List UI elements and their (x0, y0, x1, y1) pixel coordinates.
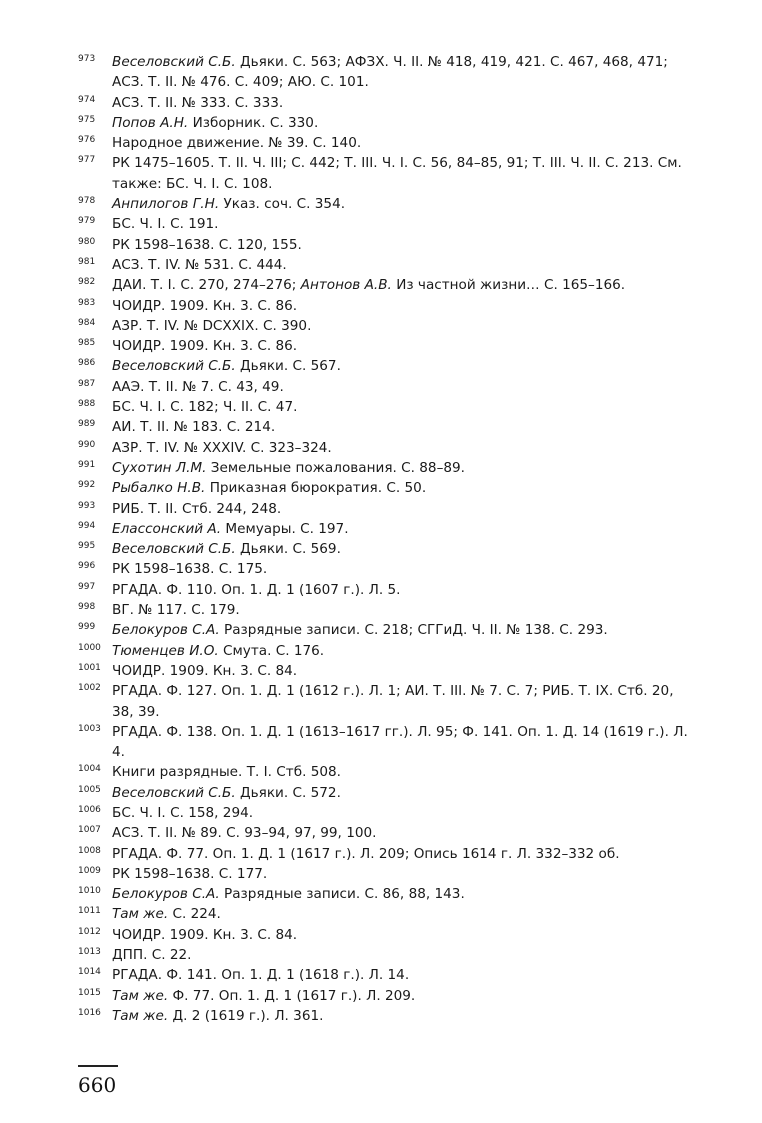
footnote-text (112, 724, 688, 760)
footnote-number: 1010 (78, 886, 101, 897)
footnote-reference: Разрядные записи. С. 218; СГГиД. Ч. II. № 138. С. 293. (219, 622, 608, 639)
footnote-text (112, 1008, 323, 1024)
footnote (78, 1006, 690, 1026)
footnote-text (112, 927, 297, 943)
footnote-number: 995 (78, 541, 96, 552)
footnote (78, 722, 690, 763)
footnote (78, 356, 690, 376)
footnote-text (112, 805, 253, 821)
footnote-number: 984 (78, 317, 96, 328)
footnote-number: 983 (78, 297, 96, 308)
footnote (78, 194, 690, 214)
footnote (78, 214, 690, 234)
footnote-text (112, 967, 409, 983)
footnote-number: 999 (78, 622, 96, 633)
footnote-author: Веселовский С.Б. (112, 541, 236, 558)
footnote (78, 458, 690, 478)
footnote-number: 981 (78, 256, 96, 267)
footnote-text (112, 480, 426, 496)
footnote-number: 985 (78, 338, 96, 349)
footnote-number: 994 (78, 520, 96, 531)
footnote-number: 1005 (78, 784, 101, 795)
footnote-reference: БС. Ч. I. С. 182; Ч. II. С. 47. (112, 399, 298, 416)
footnote-text (112, 95, 283, 111)
footnote-reference: БС. Ч. I. С. 191. (112, 216, 219, 233)
footnote-text (112, 825, 376, 841)
footnote-number: 1007 (78, 825, 101, 836)
footnote-reference: Ф. 77. Оп. 1. Д. 1 (1617 г.). Л. 209. (168, 987, 416, 1004)
footnote-reference: ЧОИДР. 1909. Кн. 3. С. 86. (112, 338, 298, 355)
footnote-number: 982 (78, 277, 96, 288)
footnote-number: 996 (78, 561, 96, 572)
footnote-number: 1014 (78, 967, 101, 978)
footnote-number: 977 (78, 155, 96, 166)
footnote (78, 844, 690, 864)
footnote-author: Там же. (112, 906, 169, 923)
footnote-number: 1013 (78, 947, 101, 958)
footnote-author: Тюменцев И.О. (112, 642, 219, 659)
footnote (78, 438, 690, 458)
footnote-reference: Дьяки. С. 569. (235, 541, 341, 558)
footnote-reference: АЗР. Т. IV. № DCXXIX. С. 390. (112, 317, 312, 334)
footnote (78, 499, 690, 519)
footnote-text (112, 419, 275, 435)
footnote-number: 1015 (78, 987, 101, 998)
footnote-reference: Указ. соч. С. 354. (219, 196, 346, 213)
footnote-author: Там же. (112, 1007, 169, 1024)
footnote-text (112, 155, 682, 191)
footnote-text (112, 643, 324, 659)
footnote-number: 1008 (78, 845, 101, 856)
footnote-text (112, 906, 221, 922)
footnote-number: 1011 (78, 906, 101, 917)
footnote-reference: ЧОИДР. 1909. Кн. 3. С. 84. (112, 926, 298, 943)
footnote-reference: Смута. С. 176. (218, 642, 325, 659)
footnote-reference: Из частной жизни… С. 165–166. (391, 277, 626, 294)
footnote-text (112, 196, 345, 212)
footnote-number: 1001 (78, 662, 101, 673)
footnote-text (112, 785, 341, 801)
footnote-text (112, 338, 297, 354)
footnote (78, 417, 690, 437)
footnote-number: 1009 (78, 865, 101, 876)
footnote-number: 980 (78, 236, 96, 247)
footnote-reference: Земельные пожалования. С. 88–89. (206, 459, 465, 476)
footnote-reference: Дьяки. С. 563; АФЗХ. Ч. II. № 418, 419, 421. С. 467, 468, 471; АСЗ. Т. II. № 476. С. 409; АЮ. С. 101. (112, 54, 668, 91)
footnote-text (112, 541, 341, 557)
footnote (78, 641, 690, 661)
footnote-reference: РГАДА. Ф. 110. Оп. 1. Д. 1 (1607 г.). Л. 5. (112, 581, 401, 598)
footnote-author: Белокуров С.А. (112, 886, 220, 903)
footnote-number: 1000 (78, 642, 101, 653)
footnote (78, 316, 690, 336)
footnote-reference: Народное движение. № 39. С. 140. (112, 135, 362, 152)
footnote-reference: Изборник. С. 330. (188, 114, 319, 131)
footnote (78, 620, 690, 640)
footnote-number: 973 (78, 54, 96, 64)
footnote-text (112, 440, 332, 456)
footnote-reference: ААЭ. Т. II. № 7. С. 43, 49. (112, 378, 284, 395)
footnote-text (112, 115, 318, 131)
footnote-reference: ВГ. № 117. С. 179. (112, 602, 240, 619)
footnote-reference: Д. 2 (1619 г.). Л. 361. (168, 1007, 324, 1024)
footnote-reference: РК 1598–1638. С. 120, 155. (112, 236, 302, 253)
footnote-reference: Дьяки. С. 572. (235, 784, 341, 801)
footnote-text (112, 846, 620, 862)
footnote-text (112, 622, 608, 638)
footnote-author: Веселовский С.Б. (112, 784, 236, 801)
footnote (78, 783, 690, 803)
footnote-author: Попов А.Н. (112, 114, 189, 131)
footnote (78, 377, 690, 397)
footnote-text (112, 561, 267, 577)
footnote-reference: ЧОИДР. 1909. Кн. 3. С. 86. (112, 297, 298, 314)
footnote-text (112, 521, 349, 537)
footnote (78, 965, 690, 985)
footnote-reference: РК 1475–1605. Т. II. Ч. III; С. 442; Т. III. Ч. I. С. 56, 84–85, 91; Т. III. Ч. II. С. 213. См. также: БС. Ч. I. С. 108. (112, 155, 682, 192)
footnote-text (112, 501, 281, 517)
footnote-text (112, 135, 361, 151)
footnote-number: 988 (78, 399, 96, 410)
footnote (78, 559, 690, 579)
footnote-reference: РГАДА. Ф. 141. Оп. 1. Д. 1 (1618 г.). Л. 14. (112, 967, 410, 984)
footnote (78, 823, 690, 843)
footnote-text (112, 602, 240, 618)
footnote (78, 52, 690, 93)
footnote-author: Там же. (112, 987, 169, 1004)
footnote-number: 997 (78, 581, 96, 592)
footnote (78, 275, 690, 295)
footnote-reference: РГАДА. Ф. 138. Оп. 1. Д. 1 (1613–1617 гг.). Л. 95; Ф. 141. Оп. 1. Д. 14 (1619 г.). Л. 4. (112, 723, 688, 761)
footnotes-list (78, 52, 690, 1026)
footnote-number: 979 (78, 216, 96, 227)
footnote (78, 519, 690, 539)
footnote-text (112, 764, 341, 780)
footnote-text (112, 399, 297, 415)
footnote-number: 993 (78, 500, 96, 511)
footnote-number: 986 (78, 358, 96, 369)
footnote-reference: АСЗ. Т. II. № 333. С. 333. (112, 94, 284, 111)
footnote-text (112, 683, 674, 719)
footnote-reference: РК 1598–1638. С. 177. (112, 865, 268, 882)
footnote-reference: Приказная бюрократия. С. 50. (205, 480, 427, 497)
page-number: 660 (78, 1073, 117, 1097)
footnote (78, 904, 690, 924)
footnote-reference: АИ. Т. II. № 183. С. 214. (112, 419, 276, 436)
footnote-reference: РГАДА. Ф. 77. Оп. 1. Д. 1 (1617 г.). Л. 209; Опись 1614 г. Л. 332–332 об. (112, 845, 620, 862)
footnote-author: Белокуров С.А. (112, 622, 220, 639)
footnote-text (112, 237, 302, 253)
footnote-number: 1004 (78, 764, 101, 775)
footnote-text (112, 358, 341, 374)
footnote-author: Антонов А.В. (300, 277, 392, 294)
footnote (78, 600, 690, 620)
footnote-reference: АСЗ. Т. IV. № 531. С. 444. (112, 256, 287, 273)
footnote-number: 975 (78, 114, 96, 125)
footnote-text (112, 460, 465, 476)
footnote-number: 1006 (78, 804, 101, 815)
footnote-number: 974 (78, 94, 96, 105)
footnote (78, 113, 690, 133)
footnote-number: 978 (78, 196, 96, 207)
footnote-number: 1003 (78, 723, 101, 734)
footnote-reference: РИБ. Т. II. Стб. 244, 248. (112, 500, 282, 517)
footnote (78, 93, 690, 113)
footnote (78, 478, 690, 498)
footnote-reference: Книги разрядные. Т. I. Стб. 508. (112, 764, 341, 781)
page-number-rule (78, 1065, 118, 1067)
footnote-author: Елассонский А. (112, 520, 222, 537)
footnote (78, 986, 690, 1006)
footnote-text (112, 988, 415, 1004)
footnote-text (112, 318, 311, 334)
footnote-text (112, 379, 284, 395)
footnote-number: 976 (78, 135, 96, 146)
footnote-text (112, 866, 267, 882)
footnote-text (112, 298, 297, 314)
footnote-text (112, 663, 297, 679)
footnote (78, 235, 690, 255)
footnote (78, 580, 690, 600)
footnote-number: 1012 (78, 926, 101, 937)
footnote (78, 681, 690, 722)
footnote (78, 864, 690, 884)
footnote (78, 255, 690, 275)
footnote-text (112, 582, 401, 598)
footnote-reference: ДПП. С. 22. (112, 947, 192, 964)
footnote-author: Веселовский С.Б. (112, 358, 236, 375)
footnote-author: Рыбалко Н.В. (112, 480, 206, 497)
footnote-reference: ДАИ. Т. I. С. 270, 274–276; (112, 277, 301, 294)
footnote-text (112, 257, 287, 273)
footnote-reference: РК 1598–1638. С. 175. (112, 561, 268, 578)
footnote (78, 762, 690, 782)
footnote-author: Анпилогов Г.Н. (112, 196, 220, 213)
footnote-number: 991 (78, 459, 96, 470)
footnote (78, 661, 690, 681)
footnote-reference: БС. Ч. I. С. 158, 294. (112, 804, 254, 821)
footnote-number: 992 (78, 480, 96, 491)
footnote-text (112, 886, 465, 902)
footnote (78, 803, 690, 823)
footnote (78, 296, 690, 316)
footnote-reference: ЧОИДР. 1909. Кн. 3. С. 84. (112, 662, 298, 679)
footnote-reference: Мемуары. С. 197. (221, 520, 349, 537)
footnote-text (112, 947, 191, 963)
footnote-number: 990 (78, 439, 96, 450)
footnote-number: 1016 (78, 1007, 101, 1018)
footnote-reference: АЗР. Т. IV. № XXXIV. С. 323–324. (112, 439, 332, 456)
footnote (78, 153, 690, 194)
footnote-number: 998 (78, 602, 96, 613)
footnote-text (112, 54, 668, 90)
footnote-number: 989 (78, 419, 96, 430)
footnote-author: Веселовский С.Б. (112, 54, 236, 70)
footnote-text (112, 216, 218, 232)
footnote (78, 945, 690, 965)
footnote-number: 987 (78, 378, 96, 389)
footnote (78, 397, 690, 417)
footnote-reference: С. 224. (168, 906, 221, 923)
footnote-reference: Разрядные записи. С. 86, 88, 143. (219, 886, 465, 903)
footnote (78, 133, 690, 153)
footnote-author: Сухотин Л.М. (112, 459, 207, 476)
footnote (78, 539, 690, 559)
footnote-number: 1002 (78, 683, 101, 694)
footnote-reference: Дьяки. С. 567. (235, 358, 341, 375)
footnote (78, 884, 690, 904)
footnote (78, 925, 690, 945)
footnote-reference: РГАДА. Ф. 127. Оп. 1. Д. 1 (1612 г.). Л. 1; АИ. Т. III. № 7. С. 7; РИБ. Т. IX. Стб. 20, 38, 39. (112, 683, 674, 720)
footnote-reference: АСЗ. Т. II. № 89. С. 93–94, 97, 99, 100. (112, 825, 377, 842)
footnote (78, 336, 690, 356)
footnote-text (112, 277, 625, 293)
